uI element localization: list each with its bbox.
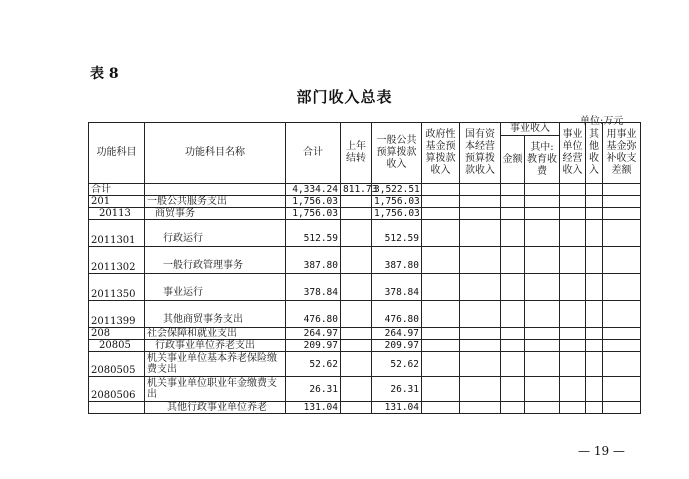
row-fund-balance (603, 184, 641, 196)
header-business-income: 事业收入 (501, 123, 560, 136)
table-row (89, 196, 641, 208)
row-code: 合计 (89, 184, 145, 196)
row-other-income (586, 196, 603, 208)
row-education-fee (525, 301, 560, 328)
row-general-budget: 3,522.51 (372, 184, 422, 196)
row-state-capital (460, 208, 501, 220)
row-name: 行政运行 (145, 220, 286, 247)
row-general-budget: 1,756.03 (372, 208, 422, 220)
row-other-income (586, 184, 603, 196)
row-total: 1,756.03 (286, 196, 341, 208)
row-other-income (586, 328, 603, 340)
row-state-capital (460, 301, 501, 328)
row-gov-fund (422, 352, 460, 377)
row-other-income (586, 377, 603, 402)
row-last-year (341, 328, 372, 340)
row-total: 387.80 (286, 247, 341, 274)
row-other-income (586, 402, 603, 414)
row-gov-fund (422, 247, 460, 274)
header-unit-operating: 事业单位经营收入 (560, 123, 586, 184)
row-gov-fund (422, 196, 460, 208)
row-other-income (586, 274, 603, 301)
row-code: 20805 (89, 340, 145, 352)
row-general-budget: 131.04 (372, 402, 422, 414)
row-state-capital (460, 220, 501, 247)
row-total: 4,334.24 (286, 184, 341, 196)
row-amount (501, 377, 525, 402)
row-amount (501, 340, 525, 352)
row-name: 行政事业单位养老支出 (145, 340, 286, 352)
row-name: 事业运行 (145, 274, 286, 301)
row-amount (501, 274, 525, 301)
row-unit-operating (560, 328, 586, 340)
row-state-capital (460, 352, 501, 377)
row-other-income (586, 208, 603, 220)
row-fund-balance (603, 274, 641, 301)
row-unit-operating (560, 352, 586, 377)
row-fund-balance (603, 340, 641, 352)
row-education-fee (525, 402, 560, 414)
row-education-fee (525, 377, 560, 402)
table-row (89, 328, 641, 340)
row-state-capital (460, 247, 501, 274)
row-education-fee (525, 274, 560, 301)
unit-label: 单位:万元 (580, 116, 624, 127)
row-last-year (341, 208, 372, 220)
row-education-fee (525, 328, 560, 340)
header-gov-fund: 政府性基金预算拨款收入 (422, 123, 460, 184)
row-unit-operating (560, 340, 586, 352)
row-gov-fund (422, 184, 460, 196)
row-amount (501, 247, 525, 274)
page-title: 部门收入总表 (296, 88, 393, 106)
row-last-year (341, 301, 372, 328)
header-education-fee: 其中:教育收费 (525, 136, 560, 184)
row-state-capital (460, 377, 501, 402)
row-education-fee (525, 340, 560, 352)
row-state-capital (460, 402, 501, 414)
row-total: 476.80 (286, 301, 341, 328)
row-name: 一般行政管理事务 (145, 247, 286, 274)
row-total: 52.62 (286, 352, 341, 377)
page-number: — 19 — (578, 444, 625, 458)
row-state-capital (460, 184, 501, 196)
row-amount (501, 220, 525, 247)
row-total: 131.04 (286, 402, 341, 414)
row-name: 其他行政事业单位养老 (145, 402, 286, 414)
row-code: 2011399 (89, 301, 145, 328)
header-func-code: 功能科目 (89, 123, 145, 184)
row-code: 201 (89, 196, 145, 208)
row-general-budget: 1,756.03 (372, 196, 422, 208)
header-fund-balance: 用事业基金弥补收支差额 (603, 123, 641, 184)
row-state-capital (460, 196, 501, 208)
row-education-fee (525, 184, 560, 196)
row-fund-balance (603, 377, 641, 402)
row-general-budget: 264.97 (372, 328, 422, 340)
row-fund-balance (603, 352, 641, 377)
row-code: 2011350 (89, 274, 145, 301)
row-code: 2011301 (89, 220, 145, 247)
row-gov-fund (422, 377, 460, 402)
row-total: 512.59 (286, 220, 341, 247)
row-code: 20113 (89, 208, 145, 220)
row-code: 2080505 (89, 352, 145, 377)
row-fund-balance (603, 402, 641, 414)
row-total: 1,756.03 (286, 208, 341, 220)
header-other-income: 其他收入 (586, 123, 603, 184)
row-gov-fund (422, 220, 460, 247)
row-code (89, 402, 145, 414)
row-other-income (586, 247, 603, 274)
row-unit-operating (560, 274, 586, 301)
table-row (89, 340, 641, 352)
row-name: 机关事业单位职业年金缴费支出 (145, 377, 286, 402)
row-last-year (341, 377, 372, 402)
table-row (89, 220, 641, 247)
row-name: 一般公共服务支出 (145, 196, 286, 208)
header-general-budget: 一般公共预算拨款收入 (372, 123, 422, 184)
table-row (89, 301, 641, 328)
income-summary-table (88, 122, 641, 414)
row-education-fee (525, 208, 560, 220)
row-other-income (586, 352, 603, 377)
row-last-year (341, 402, 372, 414)
row-unit-operating (560, 196, 586, 208)
row-unit-operating (560, 377, 586, 402)
header-func-name: 功能科目名称 (145, 123, 286, 184)
table-row (89, 247, 641, 274)
row-name (145, 184, 286, 196)
row-gov-fund (422, 328, 460, 340)
row-fund-balance (603, 196, 641, 208)
row-total: 209.97 (286, 340, 341, 352)
header-state-capital: 国有资本经营预算拨款收入 (460, 123, 501, 184)
table-row (89, 208, 641, 220)
row-gov-fund (422, 301, 460, 328)
row-unit-operating (560, 208, 586, 220)
row-name: 商贸事务 (145, 208, 286, 220)
table-row (89, 352, 641, 377)
row-unit-operating (560, 301, 586, 328)
row-other-income (586, 301, 603, 328)
row-last-year (341, 196, 372, 208)
row-general-budget: 512.59 (372, 220, 422, 247)
row-last-year (341, 220, 372, 247)
row-general-budget: 209.97 (372, 340, 422, 352)
row-gov-fund (422, 402, 460, 414)
row-unit-operating (560, 402, 586, 414)
row-code: 2080506 (89, 377, 145, 402)
table-row (89, 184, 641, 196)
row-amount (501, 402, 525, 414)
row-amount (501, 328, 525, 340)
row-last-year (341, 274, 372, 301)
row-code: 208 (89, 328, 145, 340)
table-row (89, 377, 641, 402)
row-last-year (341, 340, 372, 352)
row-gov-fund (422, 208, 460, 220)
row-state-capital (460, 274, 501, 301)
row-general-budget: 387.80 (372, 247, 422, 274)
row-fund-balance (603, 301, 641, 328)
header-total: 合计 (286, 123, 341, 184)
row-last-year (341, 247, 372, 274)
row-general-budget: 476.80 (372, 301, 422, 328)
row-other-income (586, 220, 603, 247)
row-general-budget: 378.84 (372, 274, 422, 301)
row-last-year: 811.73 (341, 184, 372, 196)
row-last-year (341, 352, 372, 377)
header-last-year: 上年结转 (341, 123, 372, 184)
row-total: 378.84 (286, 274, 341, 301)
row-name: 其他商贸事务支出 (145, 301, 286, 328)
row-code: 2011302 (89, 247, 145, 274)
header-amount: 金额 (501, 136, 525, 184)
row-unit-operating (560, 184, 586, 196)
row-education-fee (525, 352, 560, 377)
table-row (89, 402, 641, 414)
row-general-budget: 26.31 (372, 377, 422, 402)
row-fund-balance (603, 328, 641, 340)
row-gov-fund (422, 340, 460, 352)
row-education-fee (525, 247, 560, 274)
row-amount (501, 301, 525, 328)
row-total: 26.31 (286, 377, 341, 402)
row-unit-operating (560, 247, 586, 274)
row-state-capital (460, 340, 501, 352)
row-amount (501, 184, 525, 196)
row-gov-fund (422, 274, 460, 301)
row-education-fee (525, 196, 560, 208)
row-general-budget: 52.62 (372, 352, 422, 377)
table-row (89, 274, 641, 301)
row-amount (501, 196, 525, 208)
row-fund-balance (603, 247, 641, 274)
row-name: 机关事业单位基本养老保险缴费支出 (145, 352, 286, 377)
row-fund-balance (603, 220, 641, 247)
row-amount (501, 208, 525, 220)
row-amount (501, 352, 525, 377)
row-total: 264.97 (286, 328, 341, 340)
row-fund-balance (603, 208, 641, 220)
row-education-fee (525, 220, 560, 247)
row-state-capital (460, 328, 501, 340)
row-other-income (586, 340, 603, 352)
row-unit-operating (560, 220, 586, 247)
row-name: 社会保障和就业支出 (145, 328, 286, 340)
table-label: 表 8 (90, 66, 119, 82)
